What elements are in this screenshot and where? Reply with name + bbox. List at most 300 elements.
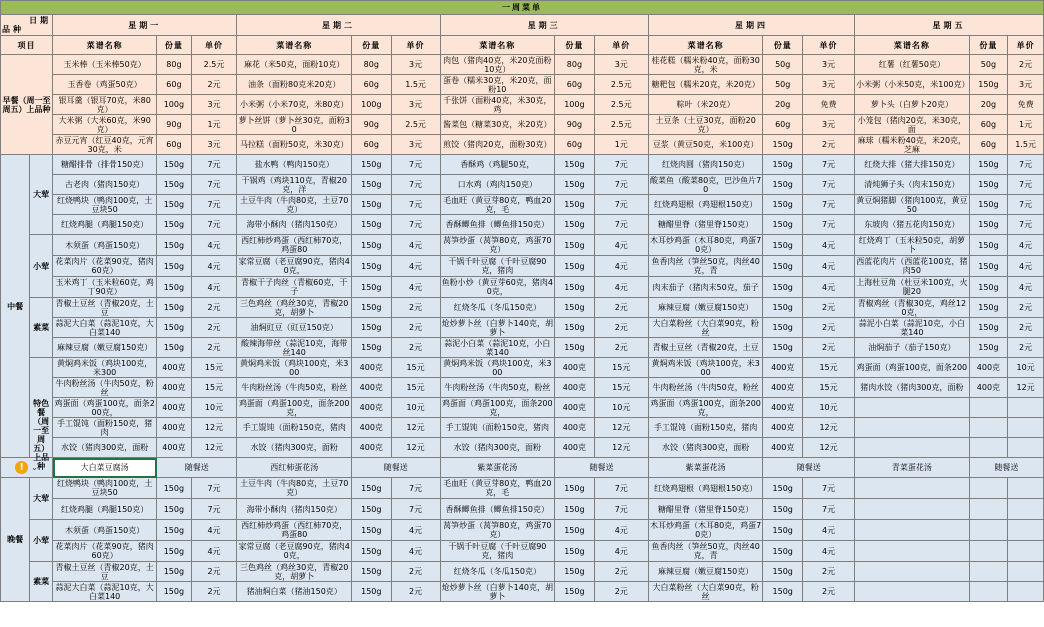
price-cell[interactable] bbox=[191, 541, 237, 562]
price-cell[interactable] bbox=[803, 75, 855, 95]
dish-name-cell[interactable] bbox=[855, 582, 970, 602]
price-cell[interactable] bbox=[1008, 358, 1044, 378]
dish-name-cell[interactable] bbox=[440, 520, 555, 541]
portion-cell[interactable] bbox=[555, 95, 595, 115]
dish-name-cell[interactable] bbox=[855, 520, 970, 541]
portion-cell[interactable] bbox=[352, 478, 392, 499]
portion-cell[interactable] bbox=[352, 398, 392, 418]
dish-name-cell[interactable] bbox=[237, 95, 352, 115]
portion-cell[interactable] bbox=[157, 235, 191, 256]
portion-cell[interactable] bbox=[969, 582, 1008, 602]
portion-header[interactable] bbox=[352, 36, 392, 55]
dish-name-cell[interactable] bbox=[237, 438, 352, 458]
dish-name-cell[interactable] bbox=[237, 478, 352, 499]
price-cell[interactable] bbox=[1008, 338, 1044, 358]
dish-name-cell[interactable] bbox=[53, 520, 157, 541]
dish-name-cell[interactable] bbox=[648, 95, 763, 115]
price-cell[interactable] bbox=[803, 215, 855, 235]
item-header[interactable] bbox=[1, 36, 53, 55]
portion-cell[interactable] bbox=[763, 135, 803, 155]
portion-cell[interactable] bbox=[969, 115, 1008, 135]
price-cell[interactable] bbox=[594, 562, 648, 582]
portion-cell[interactable] bbox=[555, 115, 595, 135]
portion-cell[interactable] bbox=[555, 155, 595, 175]
dish-name-cell[interactable] bbox=[53, 55, 157, 75]
price-cell[interactable] bbox=[191, 175, 237, 195]
portion-cell[interactable] bbox=[555, 398, 595, 418]
price-cell[interactable] bbox=[803, 155, 855, 175]
dish-name-cell[interactable] bbox=[237, 135, 352, 155]
dish-name-cell[interactable] bbox=[855, 75, 970, 95]
price-header[interactable] bbox=[391, 36, 440, 55]
price-cell[interactable] bbox=[594, 358, 648, 378]
soup-name-cell[interactable] bbox=[855, 458, 970, 478]
portion-cell[interactable] bbox=[763, 235, 803, 256]
price-cell[interactable] bbox=[1008, 378, 1044, 398]
price-cell[interactable] bbox=[391, 582, 440, 602]
portion-cell[interactable] bbox=[763, 541, 803, 562]
sheet-title[interactable] bbox=[1, 1, 1044, 15]
day-header[interactable] bbox=[237, 15, 440, 36]
portion-cell[interactable] bbox=[157, 582, 191, 602]
dish-name-cell[interactable] bbox=[855, 215, 970, 235]
price-cell[interactable] bbox=[191, 256, 237, 277]
price-cell[interactable] bbox=[191, 338, 237, 358]
portion-cell[interactable] bbox=[352, 358, 392, 378]
portion-cell[interactable] bbox=[555, 582, 595, 602]
dish-name-cell[interactable] bbox=[237, 256, 352, 277]
error-indicator[interactable] bbox=[15, 461, 38, 474]
price-cell[interactable] bbox=[1008, 541, 1044, 562]
price-cell[interactable] bbox=[1008, 318, 1044, 338]
price-cell[interactable] bbox=[803, 318, 855, 338]
portion-cell[interactable] bbox=[157, 215, 191, 235]
dish-name-cell[interactable] bbox=[648, 235, 763, 256]
portion-cell[interactable] bbox=[969, 338, 1008, 358]
dish-name-cell[interactable] bbox=[648, 358, 763, 378]
dish-name-cell[interactable] bbox=[53, 398, 157, 418]
price-cell[interactable] bbox=[1008, 298, 1044, 318]
dish-name-cell[interactable] bbox=[53, 95, 157, 115]
portion-cell[interactable] bbox=[969, 358, 1008, 378]
dish-name-cell[interactable] bbox=[53, 195, 157, 215]
dish-name-cell[interactable] bbox=[855, 358, 970, 378]
dish-name-cell[interactable] bbox=[648, 562, 763, 582]
dish-name-cell[interactable] bbox=[855, 499, 970, 520]
portion-cell[interactable] bbox=[969, 135, 1008, 155]
portion-cell[interactable] bbox=[555, 378, 595, 398]
portion-cell[interactable] bbox=[352, 541, 392, 562]
price-cell[interactable] bbox=[191, 418, 237, 438]
dish-name-cell[interactable] bbox=[648, 277, 763, 298]
dish-name-cell[interactable] bbox=[648, 499, 763, 520]
portion-cell[interactable] bbox=[763, 358, 803, 378]
dish-name-cell[interactable] bbox=[440, 55, 555, 75]
dish-name-header[interactable] bbox=[237, 36, 352, 55]
price-cell[interactable] bbox=[391, 115, 440, 135]
portion-cell[interactable] bbox=[157, 478, 191, 499]
price-cell[interactable] bbox=[191, 438, 237, 458]
portion-cell[interactable] bbox=[763, 418, 803, 438]
price-cell[interactable] bbox=[191, 582, 237, 602]
dish-name-cell[interactable] bbox=[237, 499, 352, 520]
portion-cell[interactable] bbox=[157, 499, 191, 520]
price-cell[interactable] bbox=[1008, 115, 1044, 135]
price-cell[interactable] bbox=[191, 235, 237, 256]
portion-cell[interactable] bbox=[352, 235, 392, 256]
price-header[interactable] bbox=[803, 36, 855, 55]
price-cell[interactable] bbox=[594, 398, 648, 418]
portion-cell[interactable] bbox=[157, 135, 191, 155]
price-cell[interactable] bbox=[594, 338, 648, 358]
day-header[interactable] bbox=[648, 15, 854, 36]
portion-cell[interactable] bbox=[555, 438, 595, 458]
category-veg[interactable] bbox=[30, 562, 53, 602]
portion-cell[interactable] bbox=[763, 582, 803, 602]
dish-name-cell[interactable] bbox=[648, 115, 763, 135]
price-cell[interactable] bbox=[1008, 562, 1044, 582]
section-lunch[interactable] bbox=[1, 155, 30, 458]
price-cell[interactable] bbox=[1008, 155, 1044, 175]
portion-cell[interactable] bbox=[763, 398, 803, 418]
dish-name-cell[interactable] bbox=[440, 398, 555, 418]
dish-name-cell[interactable] bbox=[855, 155, 970, 175]
price-cell[interactable] bbox=[803, 398, 855, 418]
portion-cell[interactable] bbox=[969, 378, 1008, 398]
portion-cell[interactable] bbox=[969, 438, 1008, 458]
dish-name-cell[interactable] bbox=[440, 298, 555, 318]
chevron-down-icon[interactable]: ⌄ bbox=[31, 463, 38, 472]
dish-name-cell[interactable] bbox=[237, 418, 352, 438]
dish-name-cell[interactable] bbox=[648, 520, 763, 541]
portion-cell[interactable] bbox=[763, 55, 803, 75]
soup-name-cell[interactable] bbox=[648, 458, 763, 478]
portion-cell[interactable] bbox=[555, 298, 595, 318]
price-cell[interactable] bbox=[191, 95, 237, 115]
dish-name-cell[interactable] bbox=[237, 358, 352, 378]
corner-header[interactable] bbox=[1, 15, 53, 36]
dish-name-cell[interactable] bbox=[648, 438, 763, 458]
price-cell[interactable] bbox=[803, 499, 855, 520]
portion-cell[interactable] bbox=[352, 378, 392, 398]
price-cell[interactable] bbox=[803, 235, 855, 256]
dish-name-cell[interactable] bbox=[53, 499, 157, 520]
price-cell[interactable] bbox=[1008, 478, 1044, 499]
category-big[interactable] bbox=[30, 155, 53, 235]
price-cell[interactable] bbox=[594, 541, 648, 562]
price-cell[interactable] bbox=[803, 438, 855, 458]
dish-name-cell[interactable] bbox=[53, 582, 157, 602]
dish-name-cell[interactable] bbox=[648, 256, 763, 277]
portion-cell[interactable] bbox=[555, 195, 595, 215]
price-cell[interactable] bbox=[391, 155, 440, 175]
price-cell[interactable] bbox=[191, 215, 237, 235]
portion-cell[interactable] bbox=[157, 358, 191, 378]
dish-name-cell[interactable] bbox=[53, 155, 157, 175]
dish-name-cell[interactable] bbox=[53, 135, 157, 155]
dish-name-cell[interactable] bbox=[855, 418, 970, 438]
soup-name-cell[interactable] bbox=[440, 458, 555, 478]
dish-name-cell[interactable] bbox=[855, 175, 970, 195]
dish-name-cell[interactable] bbox=[53, 562, 157, 582]
dish-name-cell[interactable] bbox=[648, 338, 763, 358]
price-cell[interactable] bbox=[594, 378, 648, 398]
dish-name-cell[interactable] bbox=[237, 115, 352, 135]
dish-name-cell[interactable] bbox=[53, 215, 157, 235]
dish-name-cell[interactable] bbox=[440, 378, 555, 398]
portion-cell[interactable] bbox=[157, 520, 191, 541]
price-header[interactable] bbox=[191, 36, 237, 55]
price-cell[interactable] bbox=[391, 95, 440, 115]
soup-name-cell[interactable] bbox=[53, 458, 157, 478]
portion-cell[interactable] bbox=[352, 215, 392, 235]
price-cell[interactable] bbox=[391, 215, 440, 235]
portion-cell[interactable] bbox=[352, 499, 392, 520]
dish-name-cell[interactable] bbox=[237, 298, 352, 318]
portion-cell[interactable] bbox=[157, 318, 191, 338]
portion-cell[interactable] bbox=[352, 55, 392, 75]
portion-cell[interactable] bbox=[763, 478, 803, 499]
price-cell[interactable] bbox=[391, 541, 440, 562]
dish-name-cell[interactable] bbox=[237, 195, 352, 215]
price-cell[interactable] bbox=[803, 135, 855, 155]
soup-note-cell[interactable] bbox=[969, 458, 1043, 478]
price-cell[interactable] bbox=[803, 418, 855, 438]
dish-name-cell[interactable] bbox=[53, 318, 157, 338]
portion-cell[interactable] bbox=[352, 318, 392, 338]
price-cell[interactable] bbox=[1008, 195, 1044, 215]
price-cell[interactable] bbox=[803, 582, 855, 602]
price-cell[interactable] bbox=[1008, 235, 1044, 256]
price-cell[interactable] bbox=[1008, 520, 1044, 541]
price-cell[interactable] bbox=[803, 338, 855, 358]
price-cell[interactable] bbox=[391, 175, 440, 195]
dish-name-cell[interactable] bbox=[440, 95, 555, 115]
dish-name-cell[interactable] bbox=[855, 398, 970, 418]
price-cell[interactable] bbox=[391, 499, 440, 520]
price-cell[interactable] bbox=[1008, 175, 1044, 195]
dish-name-cell[interactable] bbox=[648, 135, 763, 155]
category-special[interactable] bbox=[30, 358, 53, 471]
dish-name-header[interactable] bbox=[648, 36, 763, 55]
portion-cell[interactable] bbox=[969, 541, 1008, 562]
dish-name-cell[interactable] bbox=[855, 298, 970, 318]
portion-cell[interactable] bbox=[969, 418, 1008, 438]
portion-cell[interactable] bbox=[555, 358, 595, 378]
category-small[interactable] bbox=[30, 520, 53, 562]
portion-cell[interactable] bbox=[352, 195, 392, 215]
portion-cell[interactable] bbox=[555, 499, 595, 520]
dish-name-cell[interactable] bbox=[855, 438, 970, 458]
dish-name-cell[interactable] bbox=[855, 541, 970, 562]
dish-name-cell[interactable] bbox=[440, 175, 555, 195]
dish-name-cell[interactable] bbox=[237, 235, 352, 256]
price-cell[interactable] bbox=[1008, 256, 1044, 277]
portion-cell[interactable] bbox=[763, 215, 803, 235]
soup-note-cell[interactable] bbox=[763, 458, 855, 478]
portion-cell[interactable] bbox=[352, 95, 392, 115]
dish-name-cell[interactable] bbox=[648, 215, 763, 235]
price-cell[interactable] bbox=[391, 338, 440, 358]
portion-cell[interactable] bbox=[763, 318, 803, 338]
portion-header[interactable] bbox=[763, 36, 803, 55]
dish-name-cell[interactable] bbox=[855, 562, 970, 582]
dish-name-cell[interactable] bbox=[648, 541, 763, 562]
price-cell[interactable] bbox=[391, 438, 440, 458]
price-cell[interactable] bbox=[803, 175, 855, 195]
price-cell[interactable] bbox=[391, 378, 440, 398]
price-cell[interactable] bbox=[1008, 215, 1044, 235]
dish-name-cell[interactable] bbox=[440, 438, 555, 458]
dish-name-cell[interactable] bbox=[648, 195, 763, 215]
price-cell[interactable] bbox=[594, 155, 648, 175]
portion-cell[interactable] bbox=[157, 298, 191, 318]
price-cell[interactable] bbox=[191, 115, 237, 135]
price-cell[interactable] bbox=[594, 318, 648, 338]
dish-name-cell[interactable] bbox=[648, 55, 763, 75]
dish-name-cell[interactable] bbox=[440, 562, 555, 582]
portion-cell[interactable] bbox=[555, 215, 595, 235]
dish-name-cell[interactable] bbox=[440, 135, 555, 155]
dish-name-cell[interactable] bbox=[440, 235, 555, 256]
price-cell[interactable] bbox=[191, 135, 237, 155]
price-cell[interactable] bbox=[803, 95, 855, 115]
portion-header[interactable] bbox=[157, 36, 191, 55]
dish-name-cell[interactable] bbox=[53, 478, 157, 499]
dish-name-cell[interactable] bbox=[440, 155, 555, 175]
price-cell[interactable] bbox=[594, 135, 648, 155]
dish-name-cell[interactable] bbox=[53, 75, 157, 95]
price-header[interactable] bbox=[594, 36, 648, 55]
price-header[interactable] bbox=[1008, 36, 1044, 55]
dish-name-cell[interactable] bbox=[855, 338, 970, 358]
portion-cell[interactable] bbox=[969, 175, 1008, 195]
portion-cell[interactable] bbox=[555, 55, 595, 75]
dish-name-cell[interactable] bbox=[855, 235, 970, 256]
portion-cell[interactable] bbox=[157, 338, 191, 358]
portion-cell[interactable] bbox=[763, 438, 803, 458]
portion-cell[interactable] bbox=[352, 298, 392, 318]
category-veg[interactable] bbox=[30, 298, 53, 358]
dish-name-cell[interactable] bbox=[237, 277, 352, 298]
price-cell[interactable] bbox=[391, 75, 440, 95]
price-cell[interactable] bbox=[594, 520, 648, 541]
price-cell[interactable] bbox=[803, 277, 855, 298]
price-cell[interactable] bbox=[191, 55, 237, 75]
portion-cell[interactable] bbox=[969, 256, 1008, 277]
portion-cell[interactable] bbox=[157, 256, 191, 277]
portion-cell[interactable] bbox=[969, 75, 1008, 95]
dish-name-cell[interactable] bbox=[237, 338, 352, 358]
dish-name-cell[interactable] bbox=[237, 318, 352, 338]
dish-name-cell[interactable] bbox=[440, 358, 555, 378]
price-cell[interactable] bbox=[1008, 135, 1044, 155]
price-cell[interactable] bbox=[191, 499, 237, 520]
dish-name-cell[interactable] bbox=[855, 55, 970, 75]
portion-cell[interactable] bbox=[352, 418, 392, 438]
portion-cell[interactable] bbox=[969, 277, 1008, 298]
portion-cell[interactable] bbox=[969, 195, 1008, 215]
portion-cell[interactable] bbox=[157, 95, 191, 115]
portion-cell[interactable] bbox=[969, 95, 1008, 115]
portion-cell[interactable] bbox=[555, 135, 595, 155]
soup-note-cell[interactable] bbox=[555, 458, 649, 478]
dish-name-cell[interactable] bbox=[648, 75, 763, 95]
portion-cell[interactable] bbox=[969, 520, 1008, 541]
dish-name-cell[interactable] bbox=[855, 277, 970, 298]
portion-cell[interactable] bbox=[969, 318, 1008, 338]
dish-name-cell[interactable] bbox=[53, 338, 157, 358]
price-cell[interactable] bbox=[803, 541, 855, 562]
dish-name-header[interactable] bbox=[440, 36, 555, 55]
category-big[interactable] bbox=[30, 478, 53, 520]
price-cell[interactable] bbox=[191, 298, 237, 318]
portion-cell[interactable] bbox=[157, 562, 191, 582]
price-cell[interactable] bbox=[391, 562, 440, 582]
price-cell[interactable] bbox=[191, 195, 237, 215]
dish-name-header[interactable] bbox=[53, 36, 157, 55]
price-cell[interactable] bbox=[391, 418, 440, 438]
soup-note-cell[interactable] bbox=[352, 458, 441, 478]
dish-name-cell[interactable] bbox=[53, 235, 157, 256]
price-cell[interactable] bbox=[803, 256, 855, 277]
price-cell[interactable] bbox=[1008, 418, 1044, 438]
dish-name-cell[interactable] bbox=[855, 95, 970, 115]
price-cell[interactable] bbox=[803, 478, 855, 499]
portion-cell[interactable] bbox=[157, 418, 191, 438]
price-cell[interactable] bbox=[1008, 499, 1044, 520]
portion-cell[interactable] bbox=[157, 438, 191, 458]
portion-cell[interactable] bbox=[352, 135, 392, 155]
price-cell[interactable] bbox=[803, 55, 855, 75]
portion-cell[interactable] bbox=[352, 256, 392, 277]
portion-cell[interactable] bbox=[352, 520, 392, 541]
dish-name-cell[interactable] bbox=[648, 418, 763, 438]
price-cell[interactable] bbox=[803, 115, 855, 135]
price-cell[interactable] bbox=[191, 75, 237, 95]
portion-cell[interactable] bbox=[763, 277, 803, 298]
portion-cell[interactable] bbox=[763, 256, 803, 277]
portion-cell[interactable] bbox=[555, 562, 595, 582]
portion-cell[interactable] bbox=[555, 175, 595, 195]
portion-cell[interactable] bbox=[157, 115, 191, 135]
portion-cell[interactable] bbox=[763, 75, 803, 95]
portion-cell[interactable] bbox=[352, 277, 392, 298]
day-header[interactable] bbox=[440, 15, 648, 36]
portion-cell[interactable] bbox=[763, 520, 803, 541]
price-cell[interactable] bbox=[191, 520, 237, 541]
portion-cell[interactable] bbox=[969, 155, 1008, 175]
portion-cell[interactable] bbox=[157, 398, 191, 418]
portion-cell[interactable] bbox=[763, 499, 803, 520]
price-cell[interactable] bbox=[803, 378, 855, 398]
price-cell[interactable] bbox=[391, 358, 440, 378]
price-cell[interactable] bbox=[191, 358, 237, 378]
soup-name-cell[interactable] bbox=[237, 458, 352, 478]
dish-name-cell[interactable] bbox=[440, 215, 555, 235]
portion-cell[interactable] bbox=[969, 398, 1008, 418]
dish-name-cell[interactable] bbox=[648, 298, 763, 318]
day-header[interactable] bbox=[53, 15, 237, 36]
portion-cell[interactable] bbox=[555, 418, 595, 438]
dish-name-cell[interactable] bbox=[440, 277, 555, 298]
portion-cell[interactable] bbox=[555, 75, 595, 95]
dish-name-cell[interactable] bbox=[237, 378, 352, 398]
price-cell[interactable] bbox=[594, 55, 648, 75]
dish-name-cell[interactable] bbox=[648, 398, 763, 418]
section-breakfast[interactable] bbox=[1, 55, 53, 155]
dish-name-cell[interactable] bbox=[237, 562, 352, 582]
